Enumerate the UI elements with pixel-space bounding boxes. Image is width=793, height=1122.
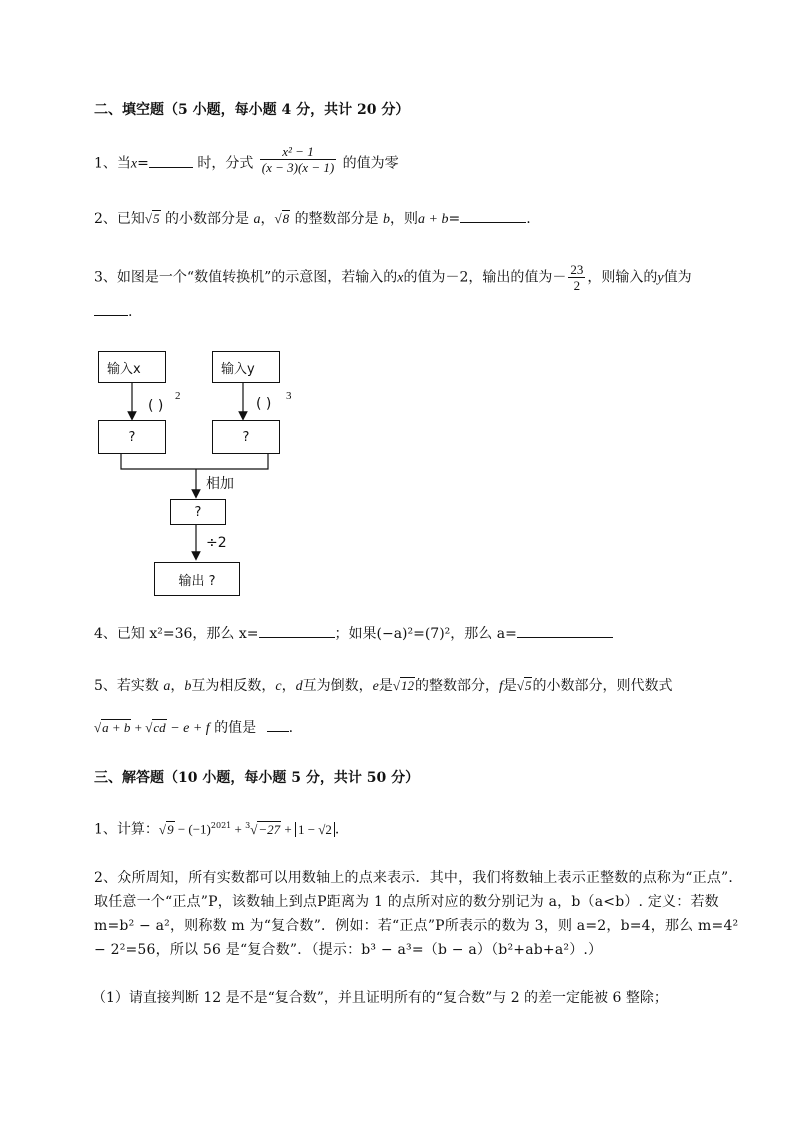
q5-expr-sqrt-2: √cd — [145, 720, 166, 735]
s1-radicand-1: 9 — [167, 821, 174, 837]
merge-bracket — [121, 452, 268, 469]
exponent-square: 2 — [175, 390, 181, 402]
s1-cube-index: 3 — [245, 821, 251, 830]
s1-prefix: 1、计算： — [94, 821, 159, 838]
question-4 — [94, 624, 613, 644]
box-input-x: 输入x — [98, 351, 166, 383]
q4-text-2: ；如果(−a)²=(7)²，那么 a= — [334, 626, 517, 642]
q5-sqrt-12: √12 — [392, 678, 414, 693]
box-output: 输出 ? — [154, 562, 240, 596]
q3-prefix: 3、如图是一个“数值转换机”的示意图，若输入的 — [94, 269, 398, 286]
q5-sqrt-5: √5 — [516, 678, 532, 693]
section-heading-fill-in: 二、填空题（5 小题，每小题 4 分，共计 20 分） — [94, 102, 410, 118]
box-sum: ? — [170, 499, 226, 525]
q2-end: . — [526, 211, 531, 227]
question-5 — [94, 676, 672, 697]
q2-text-4: ，则 — [390, 211, 419, 227]
q3-end: . — [128, 304, 133, 320]
q5-text-4: 互为倒数， — [302, 678, 373, 694]
box-result-x: ? — [98, 420, 166, 454]
q2-radicand-2: 8 — [282, 211, 290, 226]
q5-text-1: ， — [170, 678, 185, 694]
paren-cube: ( ) — [256, 396, 272, 412]
q2-expr: a + b — [418, 212, 449, 227]
q2-var-a: a — [253, 212, 261, 227]
q4-answer-blank-2[interactable] — [517, 624, 613, 638]
question-5-expression-line — [94, 718, 293, 739]
s1-end: . — [334, 821, 340, 838]
q5-var-c: c — [275, 679, 282, 694]
q5-answer-blank[interactable] — [267, 718, 289, 732]
section-heading-solve: 三、解答题（10 小题，每小题 5 分，共计 50 分） — [94, 770, 420, 786]
q5-radicand-2: 5 — [524, 678, 532, 693]
s1-sqrt-9: √9 — [158, 821, 174, 837]
q3-text-2: ，则输入的 — [587, 269, 658, 286]
q2-text-1: 的小数部分是 — [165, 211, 250, 227]
q5-var-e: e — [372, 679, 379, 694]
paren-square: ( ) — [148, 398, 164, 414]
q5-prefix: 5、若实数 — [94, 678, 159, 694]
q2-prefix: 2、已知 — [94, 211, 145, 227]
q5-var-a: a — [163, 679, 171, 694]
q5-var-b: b — [184, 679, 192, 694]
exponent-cube: 3 — [286, 390, 292, 402]
q2-radicand-1: 5 — [153, 211, 160, 226]
q3-denominator: 2 — [573, 278, 581, 293]
q5-expr-radicand-2: cd — [153, 720, 166, 735]
s1-absolute-value: 1 − √2 — [295, 822, 335, 837]
label-add: 相加 — [206, 476, 234, 492]
q3-var-x: x — [397, 270, 404, 286]
s1-cbrt: √−27 — [250, 821, 281, 837]
label-divide: ÷2 — [206, 535, 227, 551]
q5-text-7: 是 — [502, 678, 517, 694]
q5-var-f: f — [498, 679, 503, 694]
s1-minus-term: − (−1) — [174, 821, 211, 837]
q5-expr-rest: − e + f — [166, 721, 210, 736]
q1-suffix: 的值为零 — [342, 155, 399, 172]
q1-prefix: 1、当 — [94, 155, 131, 172]
s1-plus-2: + — [281, 821, 295, 837]
q5-text-9: 的值是 — [214, 720, 257, 736]
s1-radicand-2: −27 — [258, 821, 281, 837]
q5-text-6: 的整数部分， — [414, 678, 499, 694]
q3-var-y: y — [657, 270, 664, 286]
s1-plus: + — [231, 821, 246, 837]
q2-eq: = — [448, 211, 461, 227]
q1-mid: 时，分式 — [197, 155, 254, 172]
q3-numerator: 23 — [570, 262, 584, 277]
box-input-y: 输入y — [212, 351, 280, 383]
q5-expr-plus: + — [131, 720, 146, 735]
q5-text-3: ， — [281, 678, 296, 694]
q5-var-d: d — [295, 679, 303, 694]
q2-text-2: ， — [260, 211, 275, 227]
q5-end: . — [288, 720, 294, 736]
q4-text-1: 4、已知 x²=36，那么 x= — [94, 626, 259, 642]
q5-radicand-1: 12 — [400, 678, 414, 693]
q5-expr-sqrt-1: √a + b — [94, 720, 131, 735]
q1-var: x — [130, 156, 138, 172]
q5-text-8: 的小数部分，则代数式 — [532, 678, 673, 694]
q5-expr-radicand-1: a + b — [102, 720, 131, 735]
box-result-y: ? — [212, 420, 280, 454]
q5-text-2: 互为相反数， — [191, 678, 276, 694]
q1-numerator: x² − 1 — [260, 144, 336, 160]
s1-exponent: 2021 — [210, 821, 232, 830]
q2-sqrt-5: √5 — [144, 211, 160, 226]
solve-question-2-part-1: （1）请直接判断 12 是不是“复合数”，并且证明所有的“复合数”与 2 的差一定能被 6 整除； — [92, 990, 668, 1006]
q5-text-5: 是 — [378, 678, 393, 694]
q3-text-1: 的值为－2，输出的值为－ — [403, 269, 567, 286]
q2-sqrt-8: √8 — [274, 211, 290, 226]
q1-denominator: (x − 3)(x − 1) — [261, 160, 335, 175]
solve-question-2: 2、众所周知，所有实数都可以用数轴上的点来表示．其中，我们将数轴上表示正整数的点称为“正点”．取任意一个“正点”P，该数轴上到点P距离为 1 的点所对应的数分别记为 a，b（a<b）. 定义：若数 m=b² − a²，则称数 m 为“复合数”．例如：若“正点”P所表示的数为 3，则 a=2，b=4，那么 m=4² − 2²=56，所以 56 是“复合数”．（提示：b³ − a³=（b − a）（b²+ab+a²）.） — [94, 870, 743, 958]
q3-text-3: 值为 — [663, 269, 692, 286]
solve-question-1 — [94, 816, 339, 840]
q1-eq: = — [137, 155, 149, 172]
q2-text-3: 的整数部分是 — [294, 211, 379, 227]
q4-answer-blank-1[interactable] — [259, 624, 335, 638]
q2-var-b: b — [383, 212, 391, 227]
